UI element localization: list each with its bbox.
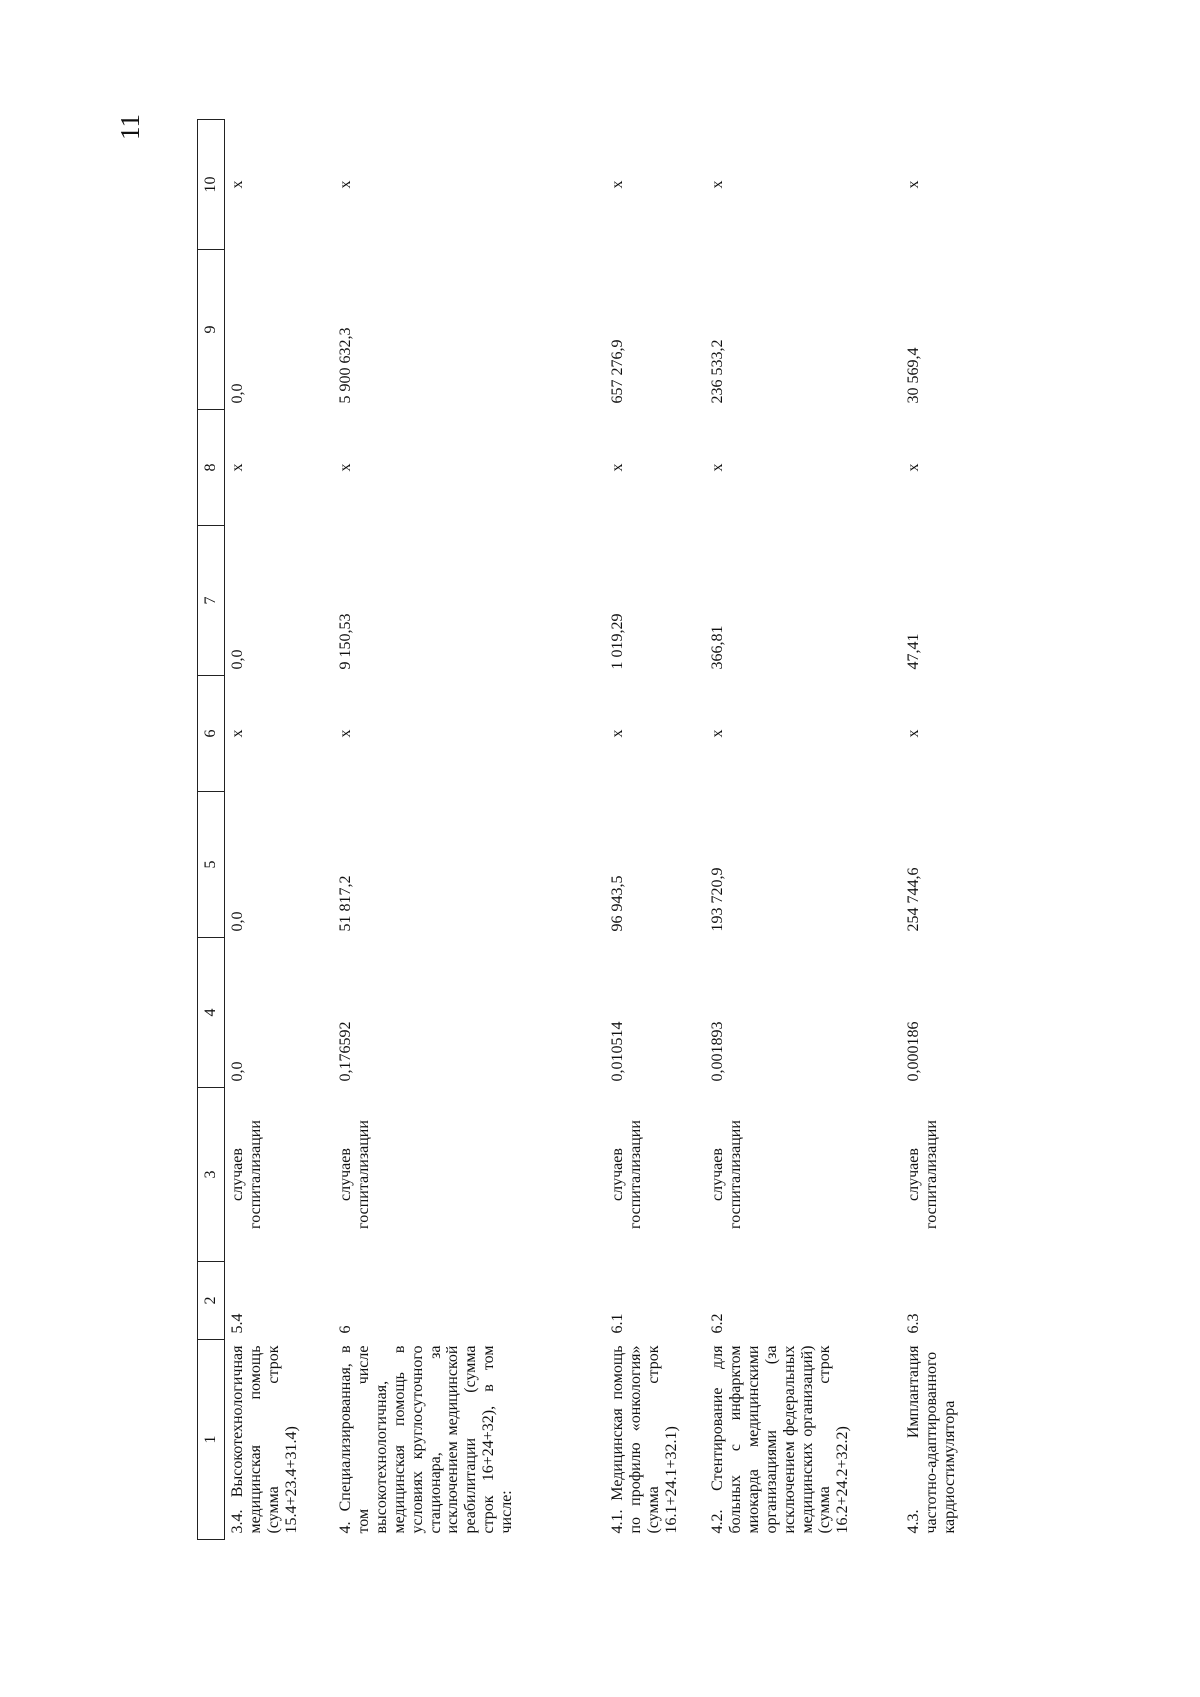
value-cell: x (229, 463, 246, 472)
row-description: 4.1. Медицинская помощь по профилю «онкология» (сумма строк 16.1+24.1+32.1) (609, 1345, 680, 1534)
value-cell: x (709, 180, 726, 189)
value-cell: 5 900 632,3 (337, 327, 354, 404)
value-cell: 657 276,9 (609, 339, 626, 404)
unit-cell: случаев госпитализации (905, 1120, 940, 1229)
table-row (333, 120, 605, 1540)
value-cell: x (609, 463, 626, 472)
row-description: 4.3. Имплантация частотно-адаптированного кардиостимулятора (905, 1345, 958, 1534)
value-cell: x (337, 463, 354, 472)
row-number: 6.2 (709, 1313, 726, 1334)
value-cell: x (229, 180, 246, 189)
value-cell: x (709, 729, 726, 738)
row-number: 6 (337, 1325, 354, 1334)
row-number: 6.1 (609, 1313, 626, 1334)
header-row (198, 120, 225, 1540)
row-description: 4.2. Стентирование для больных с инфарктом миокарда медицинскими организациями (за исключением федеральных медицинских организаций) (сумма строк 16.2+24.2+32.2) (709, 1345, 852, 1534)
table-row (901, 120, 981, 1540)
row-description: 3.4. Высокотехнологичная медицинская помощь (сумма строк 15.4+23.4+31.4) (229, 1345, 300, 1534)
value-cell: 47,41 (905, 633, 922, 670)
unit-cell: случаев госпитализации (609, 1120, 644, 1229)
value-cell: x (609, 180, 626, 189)
value-cell: 1 019,29 (609, 613, 626, 670)
row-number: 5.4 (229, 1313, 246, 1334)
row-number: 6.3 (905, 1313, 922, 1334)
table-row (705, 120, 901, 1540)
value-cell: x (229, 729, 246, 738)
value-cell: x (337, 180, 354, 189)
row-description: 4. Специализированная, в том числе высокотехнологичная, медицинская помощь в условиях круглосуточного стационара, за исключением медицинской реабилитации (сумма строк 16+24+32), в том числе: (337, 1345, 516, 1534)
column-header: 9 (198, 250, 225, 410)
value-cell: 0,010514 (609, 1021, 626, 1082)
unit-cell: случаев госпитализации (229, 1120, 264, 1229)
value-cell: x (709, 463, 726, 472)
value-cell: x (905, 463, 922, 472)
value-cell: 0,0 (229, 649, 246, 670)
column-header: 3 (198, 1088, 225, 1262)
value-cell: x (609, 729, 626, 738)
value-cell: 236 533,2 (709, 339, 726, 404)
value-cell: x (905, 729, 922, 738)
value-cell: 30 569,4 (905, 347, 922, 404)
table-row (605, 120, 705, 1540)
value-cell: 0,0 (229, 383, 246, 404)
column-header: 2 (198, 1262, 225, 1340)
data-table (197, 119, 981, 1540)
value-cell: x (905, 180, 922, 189)
rotated-table-container (197, 120, 958, 1540)
column-header: 8 (198, 410, 225, 526)
value-cell: 193 720,9 (709, 867, 726, 932)
unit-cell: случаев госпитализации (337, 1120, 372, 1229)
unit-cell: случаев госпитализации (709, 1120, 744, 1229)
value-cell: 0,0 (229, 911, 246, 932)
column-header: 5 (198, 792, 225, 938)
value-cell: 366,81 (709, 625, 726, 670)
page-number: 11 (115, 114, 145, 140)
value-cell: 0,176592 (337, 1021, 354, 1082)
column-header: 1 (198, 1340, 225, 1540)
column-header: 4 (198, 938, 225, 1088)
value-cell: 0,001893 (709, 1021, 726, 1082)
value-cell: 51 817,2 (337, 875, 354, 932)
value-cell: 254 744,6 (905, 867, 922, 932)
value-cell: 0,000186 (905, 1021, 922, 1082)
table-row (225, 120, 334, 1540)
value-cell: x (337, 729, 354, 738)
value-cell: 96 943,5 (609, 875, 626, 932)
column-header: 10 (198, 120, 225, 250)
value-cell: 9 150,53 (337, 613, 354, 670)
value-cell: 0,0 (229, 1061, 246, 1082)
column-header: 7 (198, 526, 225, 676)
column-header: 6 (198, 676, 225, 792)
